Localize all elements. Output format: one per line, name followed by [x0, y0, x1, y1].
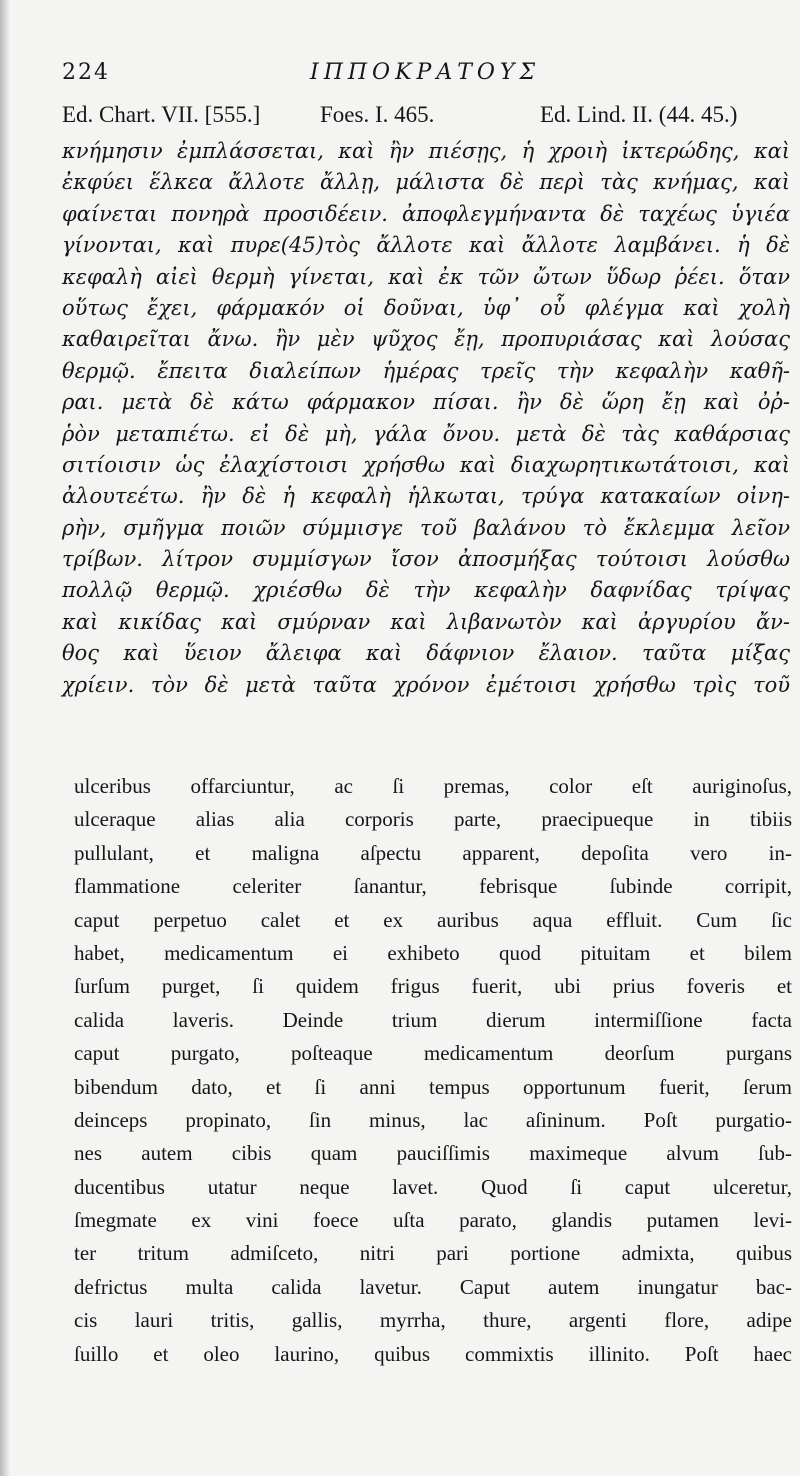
greek-line: τρίβων. λίτρον συμμίσγων ἴσον ἀποσμήξας τούτοισι λούσθω: [62, 547, 790, 572]
greek-line: χρίειν. τὸν δὲ μετὰ ταῦτα χρόνον ἐμέτοισι χρήσθω τρὶς τοῦ: [62, 672, 790, 697]
greek-line: ἀλουτεέτω. ἢν δὲ ἡ κεφαλὴ ἡλκωται, τρύγα κατακαίων οἰνη-: [62, 484, 790, 509]
latin-line: cis lauri tritis, gallis, myrrha, thure, argenti flore, adipe: [74, 1308, 792, 1333]
latin-line: habet, medicamentum ei exhibeto quod pituitam et bilem: [74, 940, 792, 965]
greek-line: ῥὸν μεταπιέτω. εἰ δὲ μὴ, γάλα ὄνου. μετὰ δὲ τὰς καθάρσιας: [62, 421, 790, 446]
greek-line: φαίνεται πονηρὰ προσιδέειν. ἀποφλεγμήναντα δὲ ταχέως ὑγιέα: [62, 201, 790, 226]
latin-line: ulceribus offarciuntur, ac ſi premas, color eſt auriginoſus,: [74, 774, 792, 798]
greek-line: ρὴν, σμῆγμα ποιῶν σύμμισγε τοῦ βαλάνου τὸ ἔκλεμμα λεῖον: [62, 515, 790, 540]
latin-line: ulceraque alias alia corporis parte, praecipueque in tibiis: [74, 807, 792, 832]
latin-translation-block: [74, 770, 792, 1371]
greek-line: κεφαλὴ αἰεὶ θερμὴ γίνεται, καὶ ἐκ τῶν ὤτων ὕδωρ ῥέει. ὅταν: [62, 264, 790, 289]
greek-line: καὶ κικίδας καὶ σμύρναν καὶ λιβανωτὸν καὶ ἀργυρίου ἄν-: [62, 609, 790, 634]
page-number: 224: [62, 60, 110, 85]
running-head: [62, 60, 782, 92]
greek-line: ραι. μετὰ δὲ κάτω φάρμακον πίσαι. ἢν δὲ ὥρη ἔῃ καὶ ὀῤ-: [62, 390, 790, 415]
latin-line: deinceps propinato, ſin minus, lac aſininum. Poſt purgatio-: [74, 1107, 792, 1132]
latin-line: caput perpetuo calet et ex auribus aqua effluit. Cum ſic: [74, 907, 792, 932]
latin-line: ducentibus utatur neque lavet. Quod ſi caput ulceretur,: [74, 1174, 792, 1199]
latin-line: calida laveris. Deinde trium dierum intermiſſione facta: [74, 1007, 792, 1032]
greek-line: πολλῷ θερμῷ. χριέσθω δὲ τὴν κεφαλὴν δαφνίδας τρίψας: [62, 578, 790, 603]
greek-line: θος καὶ ὕειον ἄλειφα καὶ δάφνιον ἔλαιον. ταῦτα μίξας: [62, 641, 790, 666]
greek-line: κνήμησιν ἐμπλάσσεται, καὶ ἢν πιέσῃς, ἡ χροιὴ ἰκτερώδης, καὶ: [62, 139, 790, 163]
latin-line: caput purgato, poſteaque medicamentum deorſum purgans: [74, 1041, 792, 1066]
greek-text-block: [62, 136, 790, 701]
greek-line: ἐκφύει ἕλκεα ἄλλοτε ἄλλῃ, μάλιστα δὲ περὶ τὰς κνήμας, καὶ: [62, 170, 790, 195]
latin-line: nes autem cibis quam pauciſſimis maximeque alvum ſub-: [74, 1141, 792, 1166]
running-title: ΙΠΠΟΚΡΑΤΟΥΣ: [310, 60, 541, 85]
edition-ref-chartier: Ed. Chart. VII. [555.]: [62, 102, 261, 127]
greek-line: σιτίοισιν ὡς ἐλαχίστοισι χρήσθω καὶ διαχωρητικωτάτοισι, καὶ: [62, 452, 790, 477]
latin-line: ſmegmate ex vini foece uſta parato, glandis putamen levi-: [74, 1208, 792, 1233]
latin-line: defrictus multa calida lavetur. Caput autem inungatur bac-: [74, 1274, 792, 1299]
latin-line: bibendum dato, et ſi anni tempus opportunum fuerit, ſerum: [74, 1074, 792, 1099]
edition-references: [62, 102, 790, 132]
edition-ref-linden: Ed. Lind. II. (44. 45.): [540, 102, 738, 127]
greek-line: οὕτως ἔχει, φάρμακόν οἱ δοῦναι, ὑφ᾽ οὗ φλέγμα καὶ χολὴ: [62, 295, 790, 320]
latin-line: ſuillo et oleo laurino, quibus commixtis illinito. Poſt haec: [74, 1341, 792, 1366]
greek-line: γίνονται, καὶ πυρε(45)τὸς ἄλλοτε καὶ ἄλλοτε λαμβάνει. ἡ δὲ: [62, 233, 790, 258]
edition-ref-foesius: Foes. I. 465.: [320, 102, 435, 127]
latin-line: ſurſum purget, ſi quidem frigus fuerit, ubi prius foveris et: [74, 974, 792, 999]
greek-line: καθαιρεῖται ἄνω. ἢν μὲν ψῦχος ἔῃ, προπυριάσας καὶ λούσας: [62, 327, 790, 352]
greek-line: θερμῷ. ἔπειτα διαλείπων ἡμέρας τρεῖς τὴν κεφαλὴν καθῆ-: [62, 358, 790, 383]
latin-line: flammatione celeriter ſanantur, febrisque ſubinde corripit,: [74, 874, 792, 899]
latin-line: ter tritum admiſceto, nitri pari portione admixta, quibus: [74, 1241, 792, 1266]
latin-line: pullulant, et maligna aſpectu apparent, depoſita vero in-: [74, 840, 792, 865]
